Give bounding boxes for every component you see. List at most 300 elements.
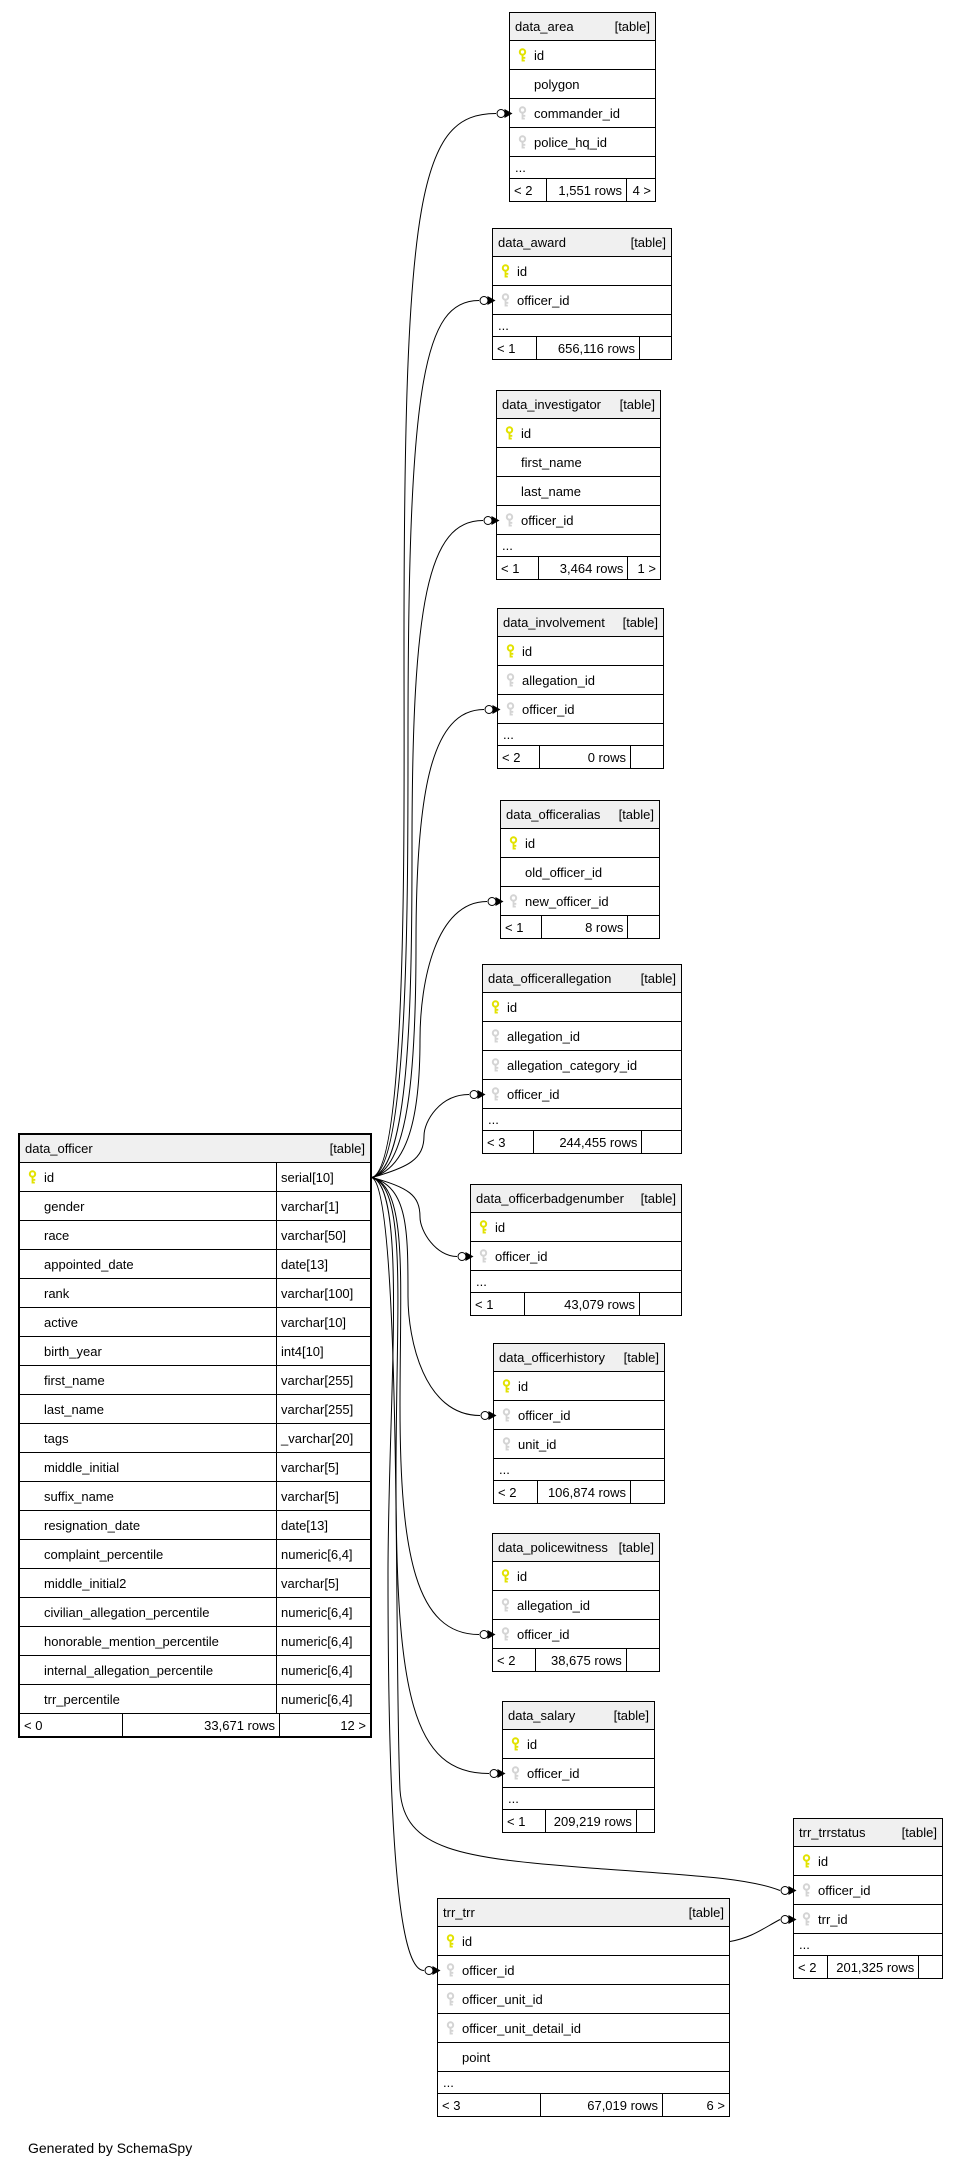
table-tag: [table] xyxy=(622,615,658,630)
column-civilian_allegation_percentile xyxy=(20,1598,370,1627)
footer-row-count: 38,675 rows xyxy=(535,1649,626,1671)
column-allegation_id xyxy=(483,1022,681,1051)
primary-key-cell xyxy=(471,1220,495,1235)
footer-parents-count: < 2 xyxy=(798,1959,817,1975)
column-name: officer_id xyxy=(517,1626,570,1642)
column-type: numeric[6,4] xyxy=(276,1685,370,1713)
table-tag: [table] xyxy=(623,1350,659,1365)
column-name: officer_id xyxy=(521,512,574,528)
primary-key-icon xyxy=(478,1220,489,1235)
column-officer_id xyxy=(438,1956,729,1985)
column-appointed_date xyxy=(20,1250,370,1279)
footer-children-count xyxy=(630,746,663,768)
column-type: varchar[5] xyxy=(276,1569,370,1597)
table-header-data_salary[interactable] xyxy=(503,1702,654,1730)
column-old_officer_id xyxy=(501,858,659,887)
table-name: data_officeralias xyxy=(506,807,601,822)
column-name: trr_percentile xyxy=(44,1691,120,1707)
column-id xyxy=(493,257,671,286)
table-footer xyxy=(794,1956,942,1978)
column-honorable_mention_percentile xyxy=(20,1627,370,1656)
table-name: trr_trrstatus xyxy=(799,1825,866,1840)
table-header-data_officer[interactable] xyxy=(20,1135,370,1163)
footer-parents-count: < 1 xyxy=(505,919,524,935)
column-id xyxy=(794,1847,942,1876)
zero-or-one-circle xyxy=(485,706,493,714)
column-complaint_percentile xyxy=(20,1540,370,1569)
table-footer xyxy=(493,1649,659,1671)
column-id xyxy=(493,1562,659,1591)
primary-key-icon xyxy=(27,1170,38,1185)
foreign-key-icon xyxy=(501,1408,512,1423)
foreign-key-cell xyxy=(503,1766,527,1781)
foreign-key-cell xyxy=(494,1437,518,1452)
column-officer_id xyxy=(493,286,671,315)
column-name: officer_unit_id xyxy=(462,1991,543,2007)
footer-row-count: 106,874 rows xyxy=(537,1481,631,1503)
zero-or-one-circle xyxy=(480,1631,488,1639)
footer-row-count: 656,116 rows xyxy=(536,337,639,359)
column-name: id xyxy=(818,1853,829,1869)
footer-row-count: 67,019 rows xyxy=(540,2094,662,2116)
column-type: varchar[5] xyxy=(276,1453,370,1481)
column-name: birth_year xyxy=(44,1343,102,1359)
table-name: data_policewitness xyxy=(498,1540,608,1555)
foreign-key-cell xyxy=(794,1883,818,1898)
ellipsis-row: ... xyxy=(510,157,655,179)
foreign-key-cell xyxy=(498,702,522,717)
table-footer xyxy=(483,1131,681,1153)
table-trr_trrstatus xyxy=(793,1818,943,1979)
column-commander_id xyxy=(510,99,655,128)
column-officer_id xyxy=(471,1242,681,1271)
column-officer_id xyxy=(497,506,660,535)
foreign-key-icon xyxy=(517,106,528,121)
footer-parents-count: < 3 xyxy=(442,2097,461,2113)
footer-row-count: 201,325 rows xyxy=(827,1956,919,1978)
column-name: id xyxy=(507,999,518,1015)
zero-or-one-circle xyxy=(480,297,488,305)
column-id xyxy=(501,829,659,858)
table-header-data_involvement[interactable] xyxy=(498,609,663,637)
foreign-key-icon xyxy=(504,513,515,528)
column-name: id xyxy=(518,1378,529,1394)
column-name: suffix_name xyxy=(44,1488,114,1504)
edge-data_officer-to-data_policewitness xyxy=(372,1178,479,1635)
column-type: varchar[100] xyxy=(276,1279,370,1307)
table-name: data_salary xyxy=(508,1708,576,1723)
footer-parents-count: < 2 xyxy=(502,749,521,765)
table-footer xyxy=(438,2094,729,2116)
column-type: varchar[10] xyxy=(276,1308,370,1336)
column-name: id xyxy=(522,643,533,659)
footer-children-count xyxy=(639,337,671,359)
footer-row-count: 33,671 rows xyxy=(122,1714,280,1736)
ellipsis-row: ... xyxy=(498,724,663,746)
column-allegation_id xyxy=(493,1591,659,1620)
column-id xyxy=(503,1730,654,1759)
zero-or-one-circle xyxy=(488,898,496,906)
foreign-key-cell xyxy=(483,1029,507,1044)
primary-key-cell xyxy=(493,264,517,279)
table-tag: [table] xyxy=(640,971,676,986)
primary-key-cell xyxy=(794,1854,818,1869)
table-data_involvement xyxy=(497,608,664,769)
table-header-data_officerbadgenumber[interactable] xyxy=(471,1185,681,1213)
edge-data_officer-to-data_officeralias xyxy=(372,902,487,1178)
column-officer_id xyxy=(503,1759,654,1788)
table-header-trr_trr[interactable] xyxy=(438,1899,729,1927)
table-footer xyxy=(501,916,659,938)
column-name: allegation_category_id xyxy=(507,1057,638,1073)
primary-key-icon xyxy=(505,644,516,659)
column-officer_id xyxy=(794,1876,942,1905)
generated-by-note: Generated by SchemaSpy xyxy=(28,2140,193,2156)
foreign-key-cell xyxy=(794,1912,818,1927)
column-middle_initial xyxy=(20,1453,370,1482)
foreign-key-icon xyxy=(801,1912,812,1927)
zero-or-one-circle xyxy=(781,1887,789,1895)
primary-key-icon xyxy=(501,1379,512,1394)
zero-or-one-circle xyxy=(490,1770,498,1778)
table-footer xyxy=(494,1481,664,1503)
footer-parents-count: < 0 xyxy=(24,1717,43,1733)
footer-children-count: 6 > xyxy=(662,2094,729,2116)
table-tag: [table] xyxy=(619,397,655,412)
column-suffix_name xyxy=(20,1482,370,1511)
footer-parents-count: < 2 xyxy=(498,1484,517,1500)
table-data_policewitness xyxy=(492,1533,660,1672)
zero-or-one-circle xyxy=(425,1967,433,1975)
table-tag: [table] xyxy=(630,235,666,250)
table-data_officer xyxy=(18,1133,372,1738)
foreign-key-icon xyxy=(517,135,528,150)
column-name: officer_id xyxy=(495,1248,548,1264)
table-data_area xyxy=(509,12,656,202)
table-name: data_officerhistory xyxy=(499,1350,605,1365)
ellipsis-row: ... xyxy=(503,1788,654,1810)
table-header-data_investigator[interactable] xyxy=(497,391,660,419)
primary-key-cell xyxy=(20,1170,44,1185)
table-header-data_officeralias[interactable] xyxy=(501,801,659,829)
primary-key-cell xyxy=(493,1569,517,1584)
ellipsis-row: ... xyxy=(794,1934,942,1956)
primary-key-cell xyxy=(438,1934,462,1949)
table-name: data_area xyxy=(515,19,574,34)
column-name: officer_id xyxy=(507,1086,560,1102)
primary-key-cell xyxy=(497,426,521,441)
ellipsis-row: ... xyxy=(438,2072,729,2094)
column-internal_allegation_percentile xyxy=(20,1656,370,1685)
primary-key-cell xyxy=(483,1000,507,1015)
foreign-key-cell xyxy=(493,1627,517,1642)
zero-or-one-circle xyxy=(484,517,492,525)
column-first_name xyxy=(497,448,660,477)
column-officer_unit_detail_id xyxy=(438,2014,729,2043)
footer-children-count: 4 > xyxy=(626,179,655,201)
ellipsis-row: ... xyxy=(471,1271,681,1293)
column-name: officer_id xyxy=(522,701,575,717)
foreign-key-icon xyxy=(501,1437,512,1452)
foreign-key-cell xyxy=(483,1058,507,1073)
zero-or-one-circle xyxy=(781,1916,789,1924)
table-tag: [table] xyxy=(688,1905,724,1920)
primary-key-icon xyxy=(510,1737,521,1752)
column-type: numeric[6,4] xyxy=(276,1598,370,1626)
footer-children-count: 1 > xyxy=(627,557,660,579)
column-name: officer_id xyxy=(818,1882,871,1898)
foreign-key-icon xyxy=(445,1992,456,2007)
column-id xyxy=(483,993,681,1022)
edge-data_officer-to-data_officerbadgenumber xyxy=(372,1178,457,1257)
column-id xyxy=(498,637,663,666)
footer-parents-count: < 1 xyxy=(507,1813,526,1829)
table-data_salary xyxy=(502,1701,655,1833)
column-resignation_date xyxy=(20,1511,370,1540)
ellipsis-row: ... xyxy=(493,315,671,337)
foreign-key-icon xyxy=(500,1598,511,1613)
table-header-data_award[interactable] xyxy=(493,229,671,257)
column-name: allegation_id xyxy=(507,1028,581,1044)
column-name: rank xyxy=(44,1285,70,1301)
column-name: id xyxy=(495,1219,506,1235)
column-name: first_name xyxy=(521,454,582,470)
column-type: date[13] xyxy=(276,1511,370,1539)
footer-row-count: 8 rows xyxy=(541,916,628,938)
edge-data_officer-to-data_officerallegation xyxy=(372,1095,469,1178)
primary-key-icon xyxy=(504,426,515,441)
footer-children-count xyxy=(626,1649,659,1671)
edge-data_officer-to-trr_trr xyxy=(372,1178,424,1971)
zero-or-one-circle xyxy=(458,1253,466,1261)
foreign-key-icon xyxy=(500,293,511,308)
column-type: numeric[6,4] xyxy=(276,1540,370,1568)
table-footer xyxy=(20,1714,370,1736)
footer-children-count xyxy=(641,1131,681,1153)
column-name: first_name xyxy=(44,1372,105,1388)
column-type: date[13] xyxy=(276,1250,370,1278)
table-data_officerhistory xyxy=(493,1343,665,1504)
column-allegation_id xyxy=(498,666,663,695)
column-type: varchar[1] xyxy=(276,1192,370,1220)
table-tag: [table] xyxy=(640,1191,676,1206)
primary-key-icon xyxy=(500,1569,511,1584)
column-name: appointed_date xyxy=(44,1256,134,1272)
column-name: civilian_allegation_percentile xyxy=(44,1604,210,1620)
table-data_award xyxy=(492,228,672,360)
column-name: new_officer_id xyxy=(525,893,609,909)
footer-children-count xyxy=(630,1481,664,1503)
column-type: varchar[50] xyxy=(276,1221,370,1249)
foreign-key-cell xyxy=(471,1249,495,1264)
footer-row-count: 3,464 rows xyxy=(538,557,628,579)
column-point xyxy=(438,2043,729,2072)
column-type: _varchar[20] xyxy=(276,1424,370,1452)
column-name: allegation_id xyxy=(517,1597,591,1613)
foreign-key-icon xyxy=(490,1029,501,1044)
primary-key-cell xyxy=(501,836,525,851)
column-name: last_name xyxy=(44,1401,104,1417)
footer-parents-count: < 1 xyxy=(497,340,516,356)
column-gender xyxy=(20,1192,370,1221)
table-name: data_award xyxy=(498,235,566,250)
column-officer_id xyxy=(494,1401,664,1430)
edge-data_officer-to-data_award xyxy=(372,301,479,1178)
column-name: officer_unit_detail_id xyxy=(462,2020,582,2036)
footer-row-count: 244,455 rows xyxy=(533,1131,642,1153)
primary-key-cell xyxy=(494,1379,518,1394)
table-footer xyxy=(498,746,663,768)
column-type: numeric[6,4] xyxy=(276,1656,370,1684)
footer-parents-count: < 2 xyxy=(497,1652,516,1668)
foreign-key-icon xyxy=(500,1627,511,1642)
column-name: id xyxy=(534,47,545,63)
ellipsis-row: ... xyxy=(497,535,660,557)
column-name: id xyxy=(525,835,536,851)
table-header-data_officerallegation[interactable] xyxy=(483,965,681,993)
primary-key-icon xyxy=(500,264,511,279)
table-footer xyxy=(493,337,671,359)
zero-or-one-circle xyxy=(470,1091,478,1099)
column-name: resignation_date xyxy=(44,1517,141,1533)
table-footer xyxy=(503,1810,654,1832)
table-name: data_involvement xyxy=(503,615,605,630)
foreign-key-icon xyxy=(490,1058,501,1073)
ellipsis-row: ... xyxy=(483,1109,681,1131)
column-id xyxy=(510,41,655,70)
table-header-data_policewitness[interactable] xyxy=(493,1534,659,1562)
column-name: police_hq_id xyxy=(534,134,608,150)
column-type: serial[10] xyxy=(276,1163,370,1191)
ellipsis-row: ... xyxy=(494,1459,664,1481)
column-name: last_name xyxy=(521,483,581,499)
column-name: tags xyxy=(44,1430,69,1446)
edge-data_officer-to-data_involvement xyxy=(372,710,484,1178)
column-name: id xyxy=(517,263,528,279)
column-rank xyxy=(20,1279,370,1308)
column-name: id xyxy=(521,425,532,441)
column-polygon xyxy=(510,70,655,99)
foreign-key-cell xyxy=(438,2021,462,2036)
column-middle_initial2 xyxy=(20,1569,370,1598)
footer-children-count xyxy=(639,1293,681,1315)
foreign-key-cell xyxy=(501,894,525,909)
primary-key-icon xyxy=(508,836,519,851)
primary-key-cell xyxy=(510,48,534,63)
table-footer xyxy=(497,557,660,579)
column-name: officer_id xyxy=(462,1962,515,1978)
column-allegation_category_id xyxy=(483,1051,681,1080)
foreign-key-icon xyxy=(478,1249,489,1264)
footer-parents-count: < 1 xyxy=(501,560,520,576)
column-name: unit_id xyxy=(518,1436,557,1452)
foreign-key-cell xyxy=(510,135,534,150)
table-footer xyxy=(471,1293,681,1315)
table-data_investigator xyxy=(496,390,661,580)
column-name: allegation_id xyxy=(522,672,596,688)
table-name: data_officerallegation xyxy=(488,971,612,986)
foreign-key-icon xyxy=(801,1883,812,1898)
primary-key-icon xyxy=(490,1000,501,1015)
foreign-key-icon xyxy=(505,702,516,717)
column-name: point xyxy=(462,2049,491,2065)
column-name: id xyxy=(462,1933,473,1949)
foreign-key-cell xyxy=(497,513,521,528)
column-last_name xyxy=(20,1395,370,1424)
foreign-key-cell xyxy=(438,1992,462,2007)
foreign-key-cell xyxy=(510,106,534,121)
edge-data_officer-to-data_officerhistory xyxy=(372,1178,480,1416)
column-new_officer_id xyxy=(501,887,659,916)
foreign-key-cell xyxy=(438,1963,462,1978)
column-name: trr_id xyxy=(818,1911,848,1927)
foreign-key-cell xyxy=(494,1408,518,1423)
column-officer_unit_id xyxy=(438,1985,729,2014)
column-officer_id xyxy=(498,695,663,724)
column-first_name xyxy=(20,1366,370,1395)
table-header-trr_trrstatus[interactable] xyxy=(794,1819,942,1847)
table-name: data_investigator xyxy=(502,397,602,412)
zero-or-one-circle xyxy=(497,110,505,118)
column-name: id xyxy=(517,1568,528,1584)
edge-data_officer-to-data_area xyxy=(372,114,496,1178)
table-data_officerallegation xyxy=(482,964,682,1154)
foreign-key-cell xyxy=(483,1087,507,1102)
footer-row-count: 1,551 rows xyxy=(546,179,626,201)
footer-parents-count: < 2 xyxy=(514,182,533,198)
column-name: old_officer_id xyxy=(525,864,603,880)
column-race xyxy=(20,1221,370,1250)
column-tags xyxy=(20,1424,370,1453)
column-name: officer_id xyxy=(517,292,570,308)
table-name: data_officer xyxy=(25,1141,93,1156)
footer-row-count: 0 rows xyxy=(539,746,630,768)
column-type: int4[10] xyxy=(276,1337,370,1365)
column-type: numeric[6,4] xyxy=(276,1627,370,1655)
edge-data_officer-to-data_investigator xyxy=(372,521,483,1178)
foreign-key-cell xyxy=(493,293,517,308)
table-header-data_officerhistory[interactable] xyxy=(494,1344,664,1372)
footer-row-count: 43,079 rows xyxy=(524,1293,640,1315)
column-officer_id xyxy=(483,1080,681,1109)
footer-children-count xyxy=(627,916,659,938)
column-id xyxy=(497,419,660,448)
column-active xyxy=(20,1308,370,1337)
primary-key-icon xyxy=(517,48,528,63)
edge-trr_trr-to-trr_trrstatus xyxy=(730,1920,780,1942)
primary-key-icon xyxy=(445,1934,456,1949)
footer-parents-count: < 1 xyxy=(475,1296,494,1312)
table-name: data_officerbadgenumber xyxy=(476,1191,624,1206)
column-name: middle_initial xyxy=(44,1459,120,1475)
foreign-key-icon xyxy=(445,1963,456,1978)
column-id xyxy=(494,1372,664,1401)
column-name: middle_initial2 xyxy=(44,1575,127,1591)
column-name: id xyxy=(44,1169,55,1185)
column-id xyxy=(471,1213,681,1242)
column-last_name xyxy=(497,477,660,506)
column-name: officer_id xyxy=(518,1407,571,1423)
foreign-key-cell xyxy=(498,673,522,688)
footer-children-count xyxy=(918,1956,942,1978)
column-name: gender xyxy=(44,1198,85,1214)
table-tag: [table] xyxy=(618,807,654,822)
column-police_hq_id xyxy=(510,128,655,157)
primary-key-icon xyxy=(801,1854,812,1869)
table-header-data_area[interactable] xyxy=(510,13,655,41)
table-tag: [table] xyxy=(614,19,650,34)
table-tag: [table] xyxy=(901,1825,937,1840)
